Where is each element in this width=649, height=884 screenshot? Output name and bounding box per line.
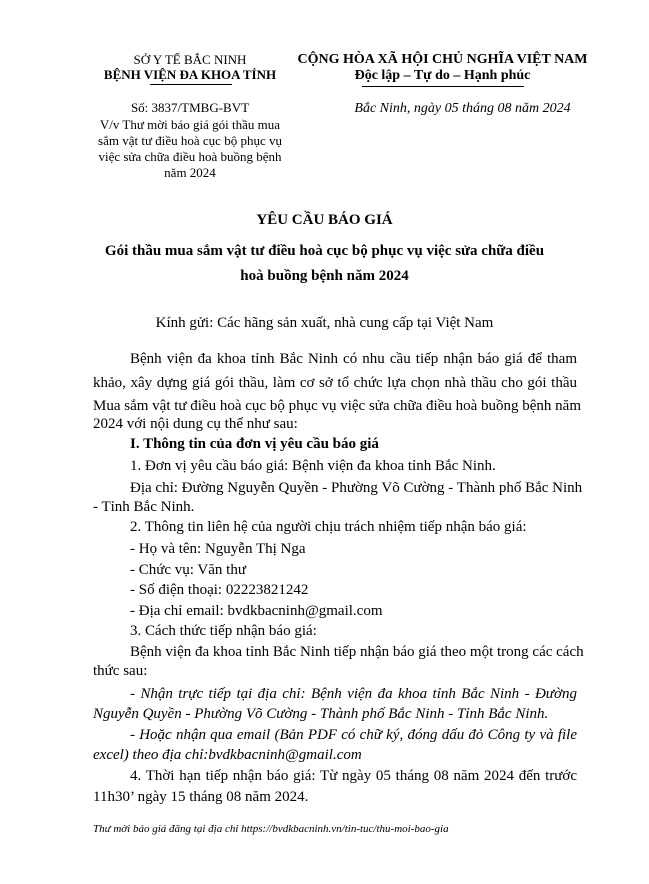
motto-underline: [362, 86, 524, 87]
subject-line-2: sắm vật tư điều hoà cục bộ phục vụ: [98, 133, 282, 148]
address-line-2: - Tỉnh Bắc Ninh.: [93, 499, 195, 515]
intro-line-4: 2024 với nội dung cụ thể như sau:: [93, 416, 298, 432]
address-line-1: Địa chỉ: Đường Nguyễn Quyền - Phường Võ Cường - Thành phố Bắc Ninh: [130, 480, 583, 496]
item-4-line-2: 11h30’ ngày 15 tháng 08 năm 2024.: [93, 789, 309, 805]
section-1-heading: I. Thông tin của đơn vị yêu cầu báo giá: [130, 436, 379, 452]
item-1: 1. Đơn vị yêu cầu báo giá: Bệnh viện đa khoa tỉnh Bắc Ninh.: [130, 458, 496, 474]
methods-intro-2: thức sau:: [93, 663, 148, 679]
doc-title: YÊU CẦU BÁO GIÁ: [256, 212, 393, 228]
doc-subtitle-1: Gói thầu mua sắm vật tư điều hoà cục bộ phục vụ việc sửa chữa điều: [104, 243, 545, 259]
date-line: Bắc Ninh, ngày 05 tháng 08 năm 2024: [354, 101, 571, 116]
org-underline: [150, 84, 232, 85]
national-motto: Độc lập – Tự do – Hạnh phúc: [354, 68, 531, 83]
methods-intro-1: Bệnh viện đa khoa tỉnh Bắc Ninh tiếp nhận báo giá theo một trong các cách: [130, 644, 584, 660]
contact-email: - Địa chỉ email: bvdkbacninh@gmail.com: [130, 603, 383, 619]
doc-subtitle-2: hoà buồng bệnh năm 2024: [240, 268, 409, 284]
item-2: 2. Thông tin liên hệ của người chịu trách nhiệm tiếp nhận báo giá:: [130, 519, 527, 535]
greeting: Kính gửi: Các hãng sản xuất, nhà cung cấp tại Việt Nam: [155, 315, 494, 331]
intro-line-1: Bệnh viện đa khoa tỉnh Bắc Ninh có nhu cầu tiếp nhận báo giá để tham: [130, 351, 577, 367]
subject-line-1: V/v Thư mời báo giá gói thầu mua: [99, 117, 281, 132]
intro-line-3: Mua sắm vật tư điều hoà cục bộ phục vụ việc sửa chữa điều hoà buồng bệnh năm: [93, 398, 582, 414]
subject-line-4: năm 2024: [164, 165, 216, 180]
contact-name: - Họ và tên: Nguyễn Thị Nga: [130, 541, 306, 557]
contact-phone: - Số điện thoại: 02223821242: [130, 582, 309, 598]
item-4-line-1: 4. Thời hạn tiếp nhận báo giá: Từ ngày 05 tháng 08 năm 2024 đến trước: [130, 768, 577, 784]
intro-line-2: khảo, xây dựng giá gói thầu, làm cơ sở tổ chức lựa chọn nhà thầu cho gói thầu: [93, 375, 577, 391]
contact-position: - Chức vụ: Văn thư: [130, 562, 246, 578]
doc-number: Số: 3837/TMBG-BVT: [130, 100, 250, 115]
footer-note: Thư mời báo giá đăng tại địa chỉ https://bvdkbacninh.vn/tin-tuc/thu-moi-bao-gia: [93, 823, 449, 835]
national-title: CỘNG HÒA XÃ HỘI CHỦ NGHĨA VIỆT NAM: [297, 52, 588, 67]
method-1-line-1: - Nhận trực tiếp tại địa chỉ: Bệnh viện đa khoa tỉnh Bắc Ninh - Đường: [130, 686, 577, 702]
org-parent: SỞ Y TẾ BẮC NINH: [133, 52, 247, 67]
subject-line-3: việc sửa chữa điều hoà buồng bệnh: [98, 149, 282, 164]
method-2-line-2: excel) theo địa chỉ:bvdkbacninh@gmail.com: [93, 747, 362, 763]
method-2-line-1: - Hoặc nhận qua email (Bản PDF có chữ ký, đóng dấu đỏ Công ty và file: [130, 727, 577, 743]
org-name: BỆNH VIỆN ĐA KHOA TỈNH: [103, 67, 277, 82]
item-3: 3. Cách thức tiếp nhận báo giá:: [130, 623, 317, 639]
method-1-line-2: Nguyễn Quyền - Phường Võ Cường - Thành phố Bắc Ninh - Tỉnh Bắc Ninh.: [93, 706, 549, 722]
